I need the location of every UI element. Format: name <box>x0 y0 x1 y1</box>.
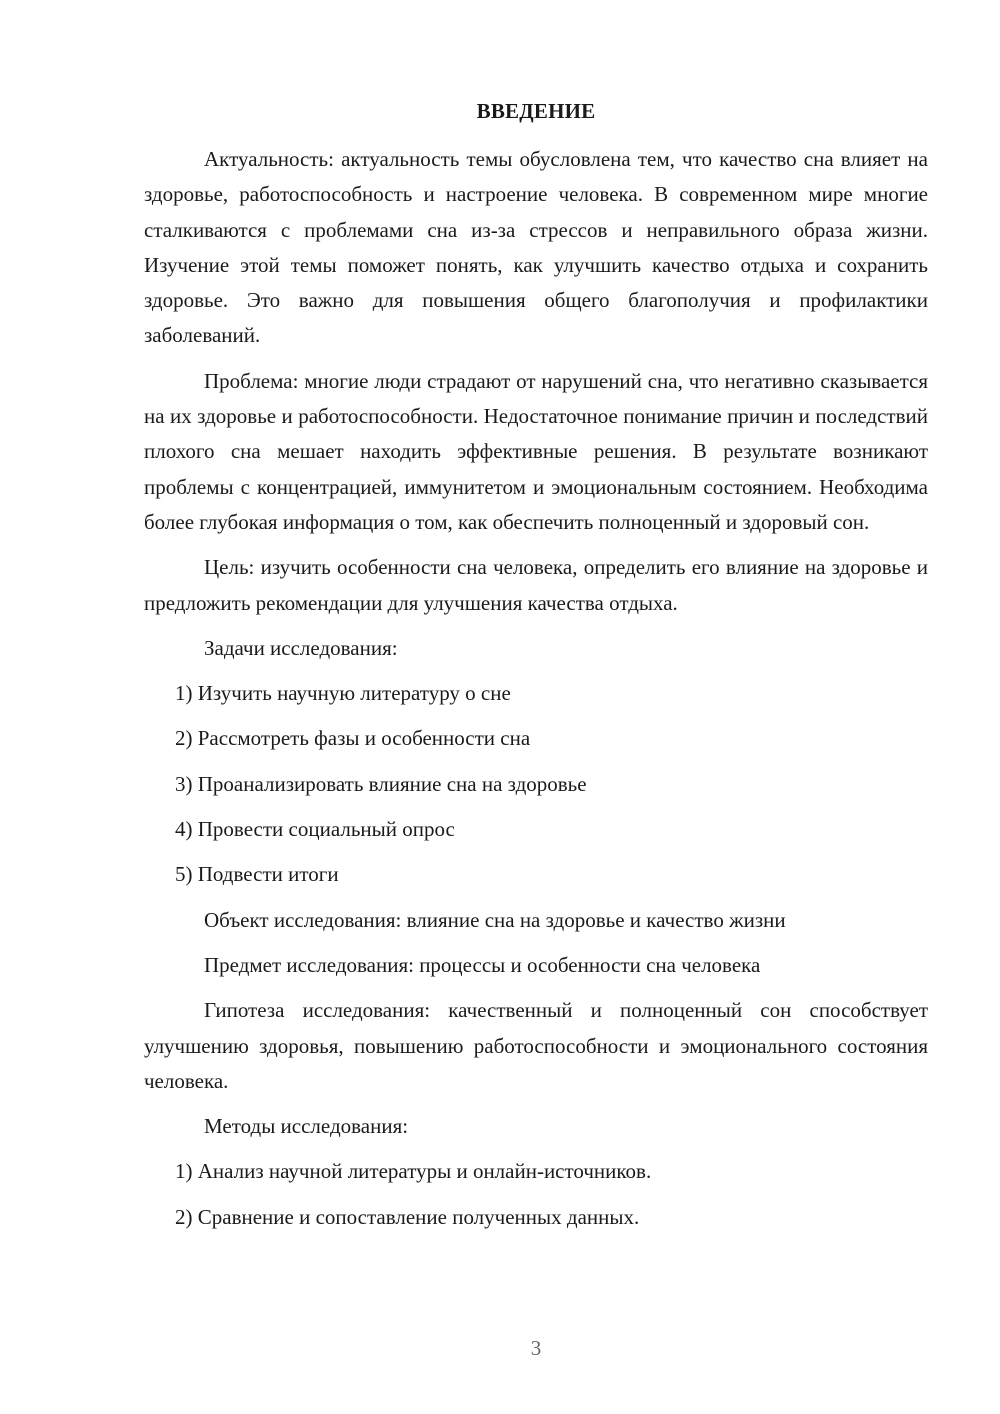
subject-paragraph: Предмет исследования: процессы и особенности сна человека <box>204 952 761 977</box>
goal-paragraph: Цель: изучить особенности сна человека, определить его влияние на здоровье и предложить рекомендации для улучшения качества отдыха. <box>144 555 928 615</box>
list-item: 4) Провести социальный опрос <box>175 817 455 842</box>
methods-title: Методы исследования: <box>204 1114 409 1139</box>
tasks-list <box>144 676 928 892</box>
list-item: 1) Изучить научную литературу о сне <box>175 681 511 706</box>
methods-list <box>144 1154 928 1235</box>
page-number: 3 <box>530 1336 542 1360</box>
document-body <box>144 142 928 1245</box>
list-item: 2) Сравнение и сопоставление полученных данных. <box>175 1204 640 1229</box>
object-paragraph: Объект исследования: влияние сна на здоровье и качество жизни <box>204 907 786 932</box>
tasks-title: Задачи исследования: <box>204 635 398 660</box>
hypothesis-paragraph: Гипотеза исследования: качественный и полноценный сон способствует улучшению здоровья, повышению работоспособности и эмоционального состояния человека. <box>144 998 928 1093</box>
relevance-paragraph: Актуальность: актуальность темы обусловлена тем, что качество сна влияет на здоровье, работоспособность и настроение человека. В современном мире многие сталкиваются с проблемами сна из-за стрессов и неправильного образа жизни. Изучение этой темы поможет понять, как улучшить качество отдыха и сохранить здоровье. Это важно для повышения общего благополучия и профилактики заболеваний. <box>144 147 928 348</box>
list-item: 3) Проанализировать влияние сна на здоровье <box>175 771 587 796</box>
list-item: 1) Анализ научной литературы и онлайн-источников. <box>175 1159 652 1184</box>
list-item: 2) Рассмотреть фазы и особенности сна <box>175 726 531 751</box>
list-item: 5) Подвести итоги <box>175 862 339 887</box>
page-title: ВВЕДЕНИЕ <box>476 99 596 123</box>
problem-paragraph: Проблема: многие люди страдают от нарушений сна, что негативно сказывается на их здоровье и работоспособности. Недостаточное понимание причин и последствий плохого сна мешает находить эффективные решения. В результате возникают проблемы с концентрацией, иммунитетом и эмоциональным состоянием. Необходима более глубокая информация о том, как обеспечить полноценный и здоровый сон. <box>144 368 928 534</box>
